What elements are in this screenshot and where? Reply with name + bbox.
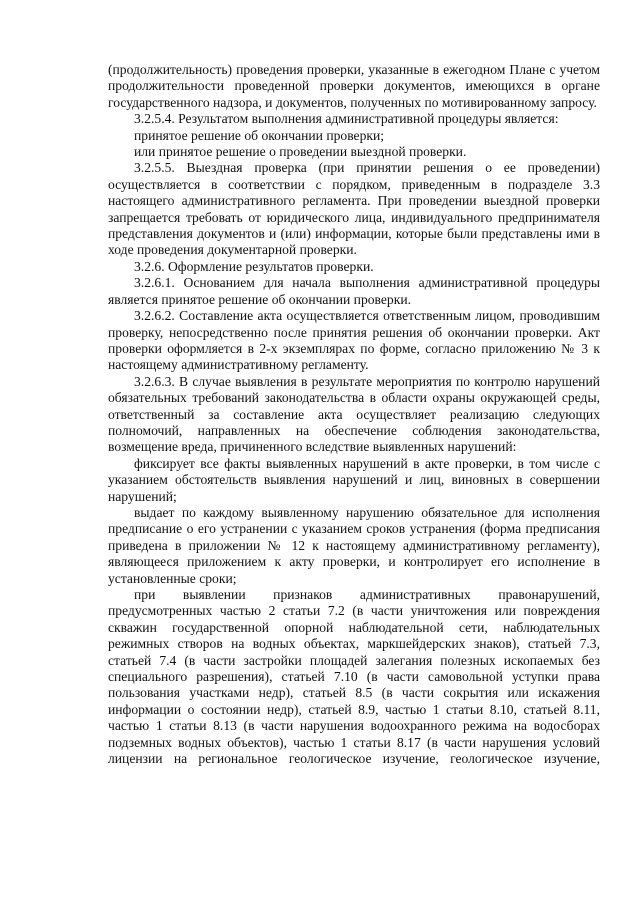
paragraph-3-2-5-5: 3.2.5.5. Выездная проверка (при принятии решения о ее проведении) осуществляется в соответствии с порядком, приведенным в подразделе 3.3 настоящего административного регламента. При проведении выездной проверки запрещается требовать от юридического лица, индивидуального предпринимателя представления документов и (или) информации, которые были представлены ими в ходе проведения документарной проверки. [108,160,600,258]
paragraph-3-2-6-1: 3.2.6.1. Основанием для начала выполнения административной процедуры является принятое решение об окончании проверки. [108,275,600,307]
paragraph-records-violations: фиксирует все факты выявленных нарушений в акте проверки, в том числе с указанием обстоятельств выявления нарушений и лиц, виновных в совершении нарушений; [108,455,600,504]
paragraph-result-field-check: или принятое решение о проведении выездной проверки. [134,144,467,160]
paragraph-3-2-5-4: 3.2.5.4. Результатом выполнения административной процедуры является: [134,111,559,127]
paragraph-administrative-offenses: при выявлении признаков административных правонарушений, предусмотренных частью 2 статьи 7.2 (в части уничтожения или повреждения скважин государственной опорной наблюдательной сети, наблюдательных режимных створов на водных объектах, маркшейдерских знаков), статьей 7.3, статьей 7.4 (в части застройки площадей залегания полезных ископаемых без специального разрешения), статьей 7.10 (в части самовольной уступки права пользования участками недр), статьей 8.5 (в части сокрытия или искажения информации о состоянии недр), статьей 8.9, частью 1 статьи 8.10, статьей 8.11, частью 1 статьи 8.13 (в части нарушения водоохранного режима на водосборах подземных водных объектов), частью 1 статьи 8.17 (в части нарушения условий лицензии на региональное геологическое изучение, геологическое изучение, [108,587,600,767]
paragraph-3-2-6: 3.2.6. Оформление результатов проверки. [134,258,374,274]
paragraph-3-2-6-2: 3.2.6.2. Составление акта осуществляется ответственным лицом, проводившим проверку, непосредственно после принятия решения об окончании проверки. Акт проверки оформляется в 2-х экземплярах по форме, согласно приложению № 3 к настоящему административному регламенту. [108,308,600,373]
paragraph-3-2-6-3: 3.2.6.3. В случае выявления в результате мероприятия по контролю нарушений обязательных требований законодательства в области охраны окружающей среды, ответственный за составление акта осуществляет реализацию следующих полномочий, направленных на обеспечение соблюдения законодательства, возмещение вреда, причиненного вследствие выявленных нарушений: [108,373,600,455]
paragraph-result-end-check: принятое решение об окончании проверки; [134,127,385,143]
document-page [108,62,600,767]
paragraph-issues-order: выдает по каждому выявленному нарушению обязательное для исполнения предписание о его устранении с указанием сроков устранения (форма предписания приведена в приложении № 12 к настоящему административному регламенту), являющееся приложением к акту проверки, и контролирует его исполнение в установленные сроки; [108,504,600,586]
paragraph-continuation: (продолжительность) проведения проверки, указанные в ежегодном Плане с учетом продолжительности проведенной проверки документов, имеющихся в органе государственного надзора, и документов, полученных по мотивированному запросу. [108,62,600,110]
